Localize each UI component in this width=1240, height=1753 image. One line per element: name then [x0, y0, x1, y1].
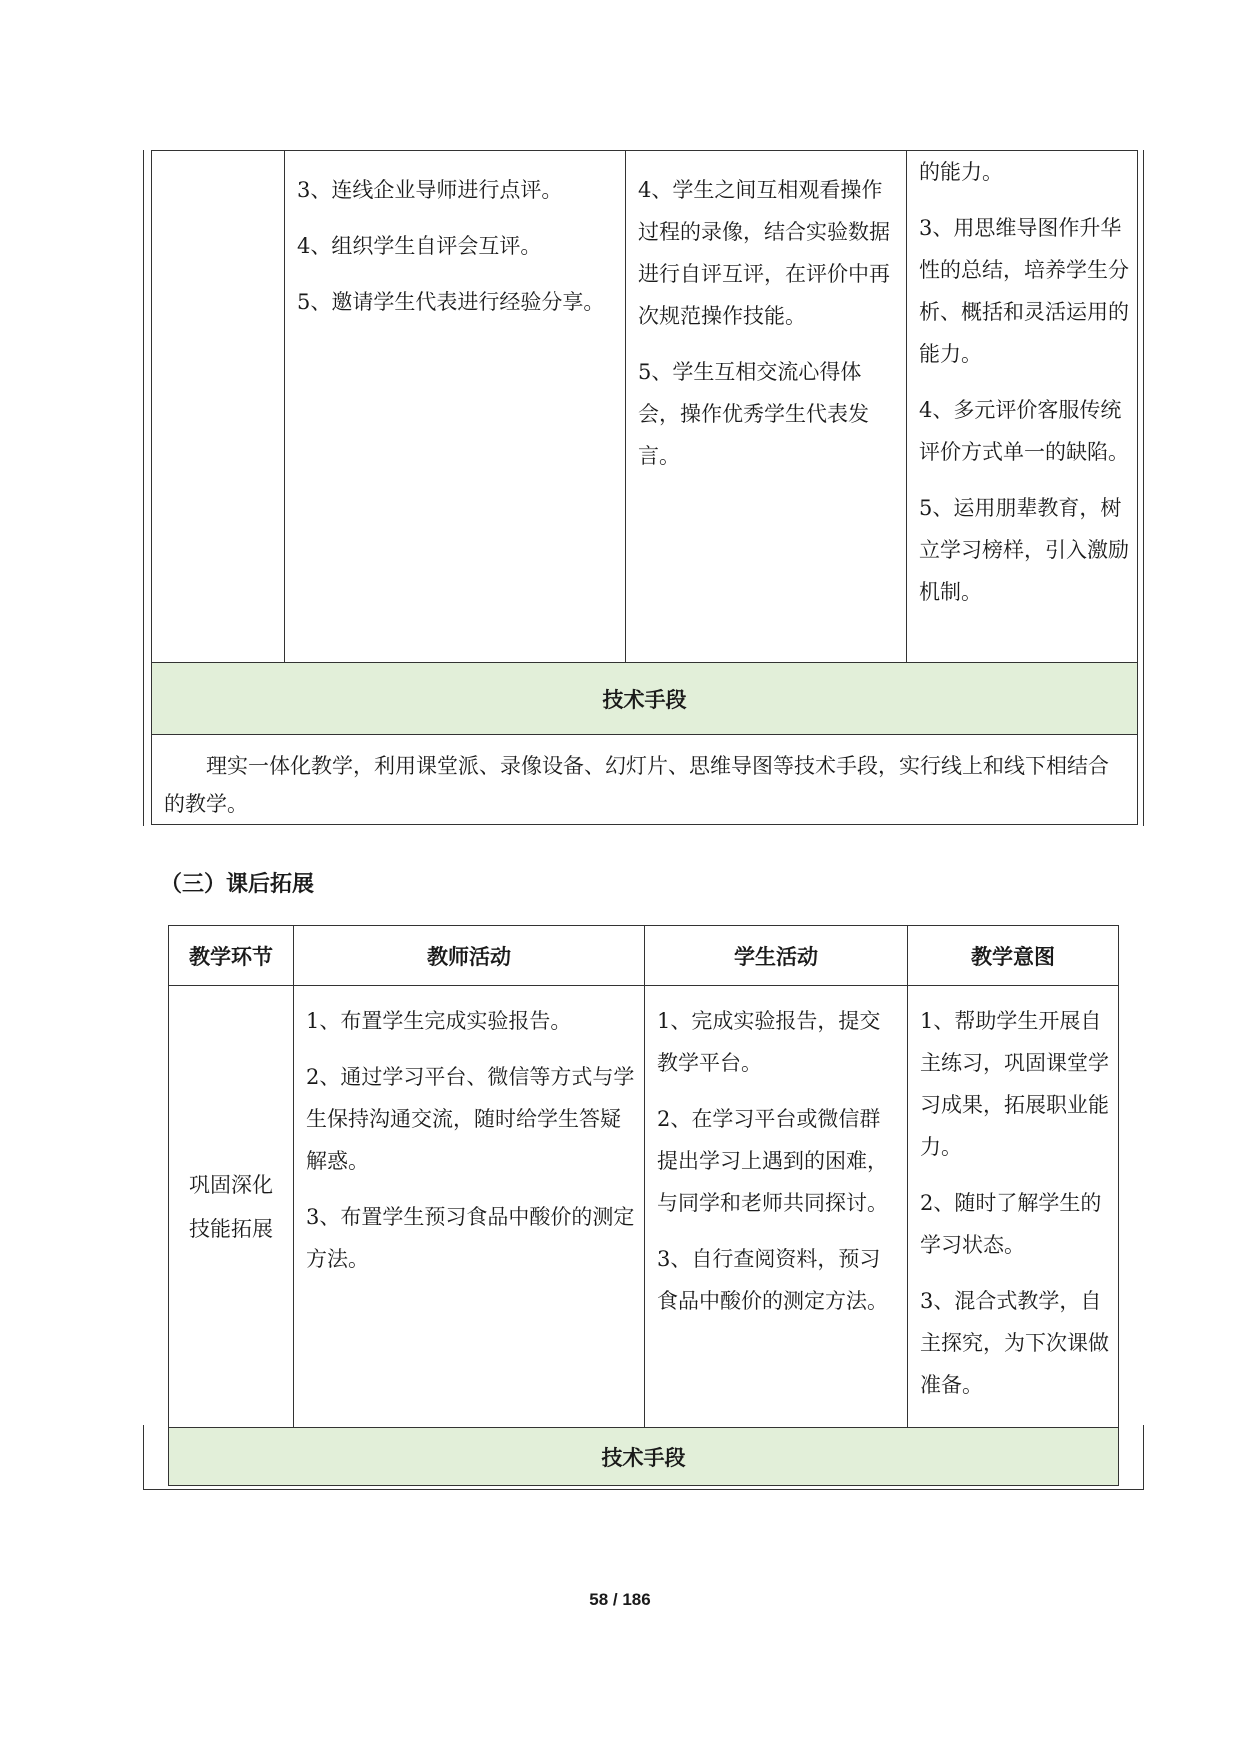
tech-text: 理实一体化教学，利用课堂派、录像设备、幻灯片、思维导图等技术手段，实行线上和线下相结合的教学。: [164, 754, 1109, 816]
stage-cell: [152, 151, 285, 663]
column-header: 学生活动: [645, 926, 908, 986]
column-header: 教师活动: [294, 926, 645, 986]
list-item: 1、完成实验报告，提交教学平台。: [657, 1009, 881, 1075]
table-row: [152, 663, 1138, 735]
student-activity-cell: [645, 986, 908, 1428]
list-item: 1、布置学生完成实验报告。: [306, 1009, 572, 1033]
tech-header: 技术手段: [169, 1428, 1119, 1486]
table-row: [169, 926, 1119, 986]
page-number: 58 / 186: [589, 1590, 651, 1609]
outer-border-right: [1143, 150, 1144, 826]
list-item: 3、布置学生预习食品中酸价的测定方法。: [306, 1205, 635, 1271]
list-item: 2、随时了解学生的学习状态。: [920, 1191, 1102, 1257]
list-item: 的能力。: [919, 160, 1003, 184]
teaching-intent-cell: [908, 986, 1119, 1428]
outer-border-right: [1143, 1425, 1144, 1490]
list-item: 3、混合式教学，自主探究，为下次课做准备。: [920, 1289, 1109, 1397]
table-row: [169, 1428, 1119, 1486]
outer-border-bottom: [143, 1489, 1144, 1490]
list-item: 3、用思维导图作升华性的总结，培养学生分析、概括和灵活运用的能力。: [919, 216, 1129, 366]
tech-header: 技术手段: [152, 663, 1138, 735]
continuation-table: [151, 150, 1138, 825]
section-title: （三）课后拓展: [160, 872, 315, 897]
list-item: 3、连线企业导师进行点评。: [297, 178, 563, 202]
list-item: 4、学生之间互相观看操作过程的录像，结合实验数据进行自评互评，在评价中再次规范操作技能。: [638, 178, 890, 328]
teacher-activity-cell: [294, 986, 645, 1428]
student-activity-cell: [626, 151, 907, 663]
list-item: 2、通过学习平台、微信等方式与学生保持沟通交流，随时给学生答疑解惑。: [306, 1065, 635, 1173]
list-item: 1、帮助学生开展自主练习，巩固课堂学习成果，拓展职业能力。: [920, 1009, 1109, 1159]
list-item: 2、在学习平台或微信群提出学习上遇到的困难，与同学和老师共同探讨。: [657, 1107, 888, 1215]
tech-text-cell: [152, 735, 1138, 825]
stage-cell: [169, 986, 294, 1428]
column-header: 教学环节: [169, 926, 294, 986]
teacher-activity-cell: [285, 151, 626, 663]
table-row: [169, 986, 1119, 1428]
stage-line: 技能拓展: [189, 1216, 273, 1241]
outer-border-left: [143, 150, 144, 826]
stage-line: 巩固深化: [189, 1172, 273, 1197]
list-item: 3、自行查阅资料，预习食品中酸价的测定方法。: [657, 1247, 888, 1313]
list-item: 5、运用朋辈教育，树立学习榜样，引入激励机制。: [919, 496, 1129, 604]
list-item: 4、组织学生自评会互评。: [297, 234, 542, 258]
after-class-table: [168, 925, 1119, 1486]
list-item: 5、学生互相交流心得体会，操作优秀学生代表发言。: [638, 360, 869, 468]
table-row: [152, 151, 1138, 663]
list-item: 5、邀请学生代表进行经验分享。: [297, 290, 605, 314]
outer-border-left: [143, 1425, 144, 1490]
list-item: 4、多元评价客服传统评价方式单一的缺陷。: [919, 398, 1129, 464]
table-row: [152, 735, 1138, 825]
column-header: 教学意图: [908, 926, 1119, 986]
teaching-intent-cell: [907, 151, 1138, 663]
